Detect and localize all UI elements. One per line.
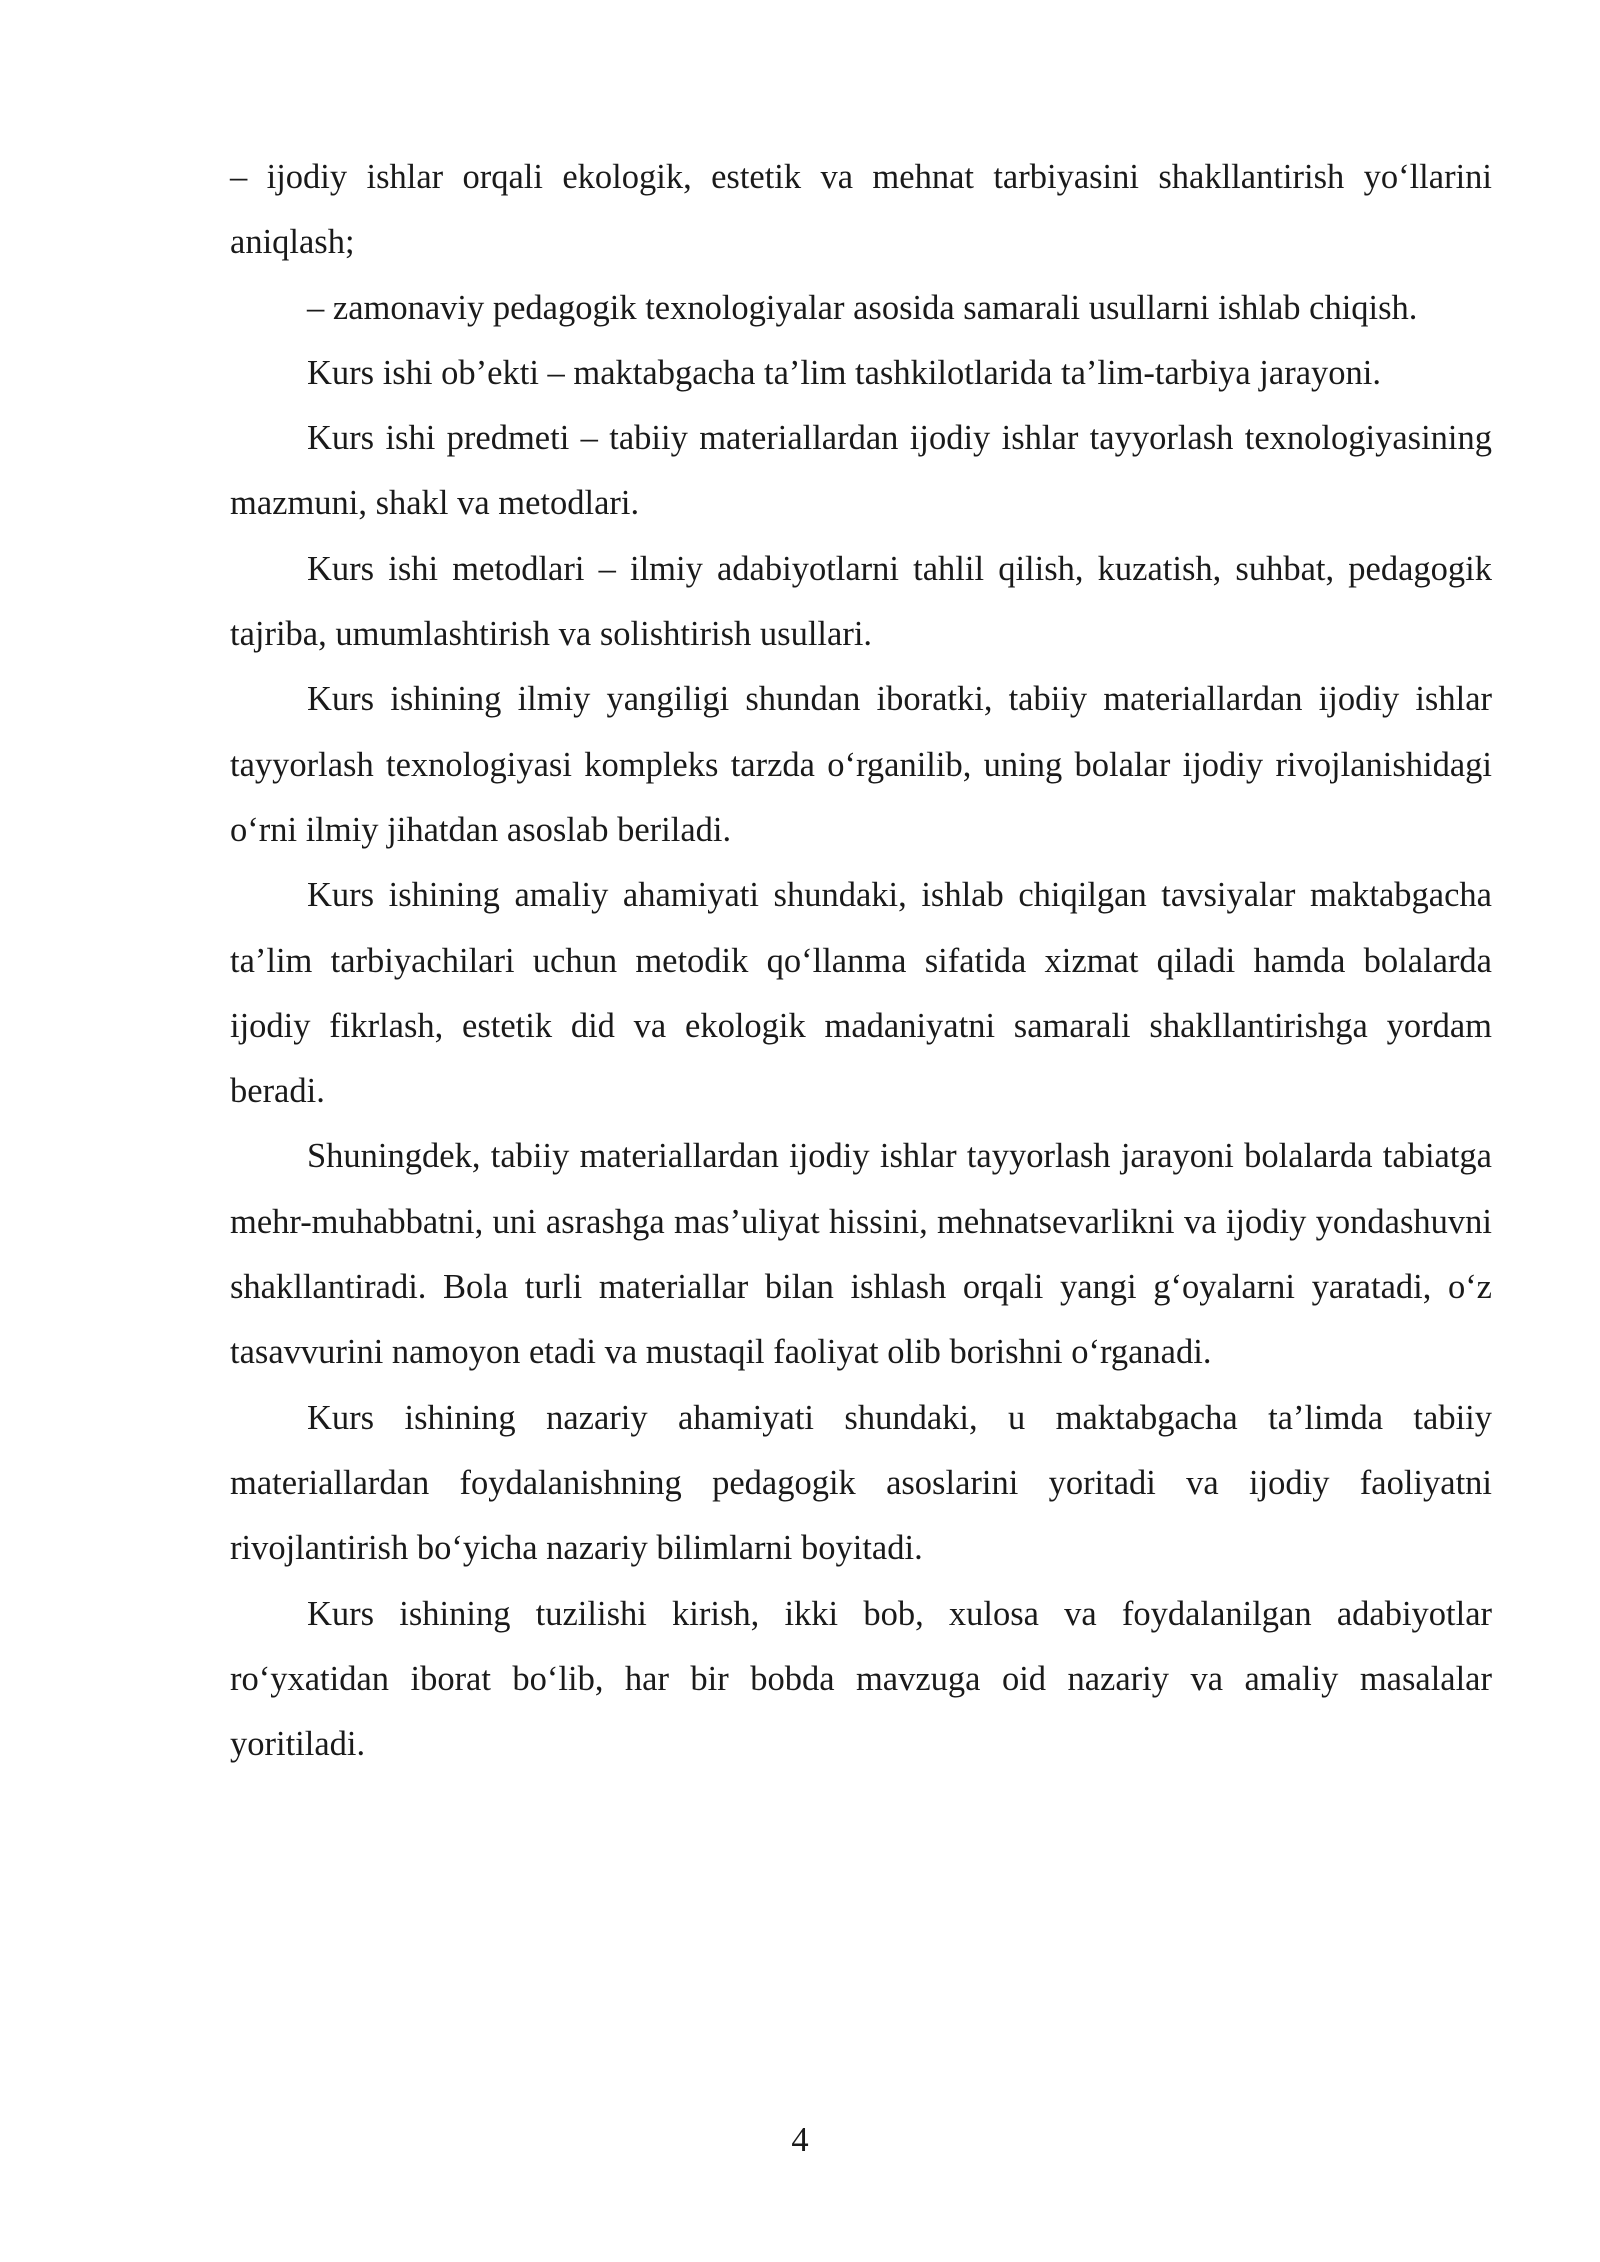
paragraph-scientific-novelty: Kurs ishining ilmiy yangiligi shundan iboratki, tabiiy materiallardan ijodiy ishlar tayyorlash texnologiyasi kompleks tarzda o‘rganilib, uning bolalar ijodiy rivojlanishidagi o‘rni ilmiy jihatdan asoslab beriladi. — [230, 680, 1492, 849]
paragraph-structure: Kurs ishining tuzilishi kirish, ikki bob, xulosa va foydalanilgan adabiyotlar ro‘yxatidan iborat bo‘lib, har bir bobda mavzuga oid nazariy va amaliy masalalar yoritiladi. — [230, 1594, 1492, 1764]
paragraph-list-item-2: – zamonaviy pedagogik texnologiyalar asosida samarali usullarni ishlab chiqish. — [307, 288, 1418, 327]
paragraph-practical-significance: Kurs ishining amaliy ahamiyati shundaki, ishlab chiqilgan tavsiyalar maktabgacha ta’lim tarbiyachilari uchun metodik qo‘llanma sifatida xizmat qiladi hamda bolalarda ijodiy fikrlash, estetik did va ekologik madaniyatni samarali shakllantirishga yordam beradi. — [230, 876, 1492, 1111]
paragraph-list-item-1: – ijodiy ishlar orqali ekologik, estetik va mehnat tarbiyasini shakllantirish yo‘llarini aniqlash; — [230, 158, 1492, 262]
paragraph-subject: Kurs ishi predmeti – tabiiy materiallardan ijodiy ishlar tayyorlash texnologiyasining mazmuni, shakl va metodlari. — [230, 419, 1492, 523]
paragraph-theoretical-significance: Kurs ishining nazariy ahamiyati shundaki, u maktabgacha ta’limda tabiiy materiallardan foydalanishning pedagogik asoslarini yoritadi va ijodiy faoliyatni rivojlantirish bo‘yicha nazariy bilimlarni boyitadi. — [230, 1398, 1492, 1568]
paragraph-furthermore: Shuningdek, tabiiy materiallardan ijodiy ishlar tayyorlash jarayoni bolalarda tabiatga mehr-muhabbatni, uni asrashga mas’uliyat hissini, mehnatsevarlikni va ijodiy yondashuvni shakllantiradi. Bola turli materiallar bilan ishlash orqali yangi g‘oyalarni yaratadi, o‘z tasavvurini namoyon etadi va mustaqil faoliyat olib borishni o‘rganadi. — [230, 1137, 1492, 1372]
page-number: 4 — [791, 2121, 809, 2159]
paragraph-methods: Kurs ishi metodlari – ilmiy adabiyotlarni tahlil qilish, kuzatish, suhbat, pedagogik tajriba, umumlashtirish va solishtirish usullari. — [230, 549, 1492, 654]
body-text — [230, 145, 1492, 1777]
paragraph-object: Kurs ishi ob’ekti – maktabgacha ta’lim tashkilotlarida ta’lim-tarbiya jarayoni. — [307, 353, 1381, 392]
